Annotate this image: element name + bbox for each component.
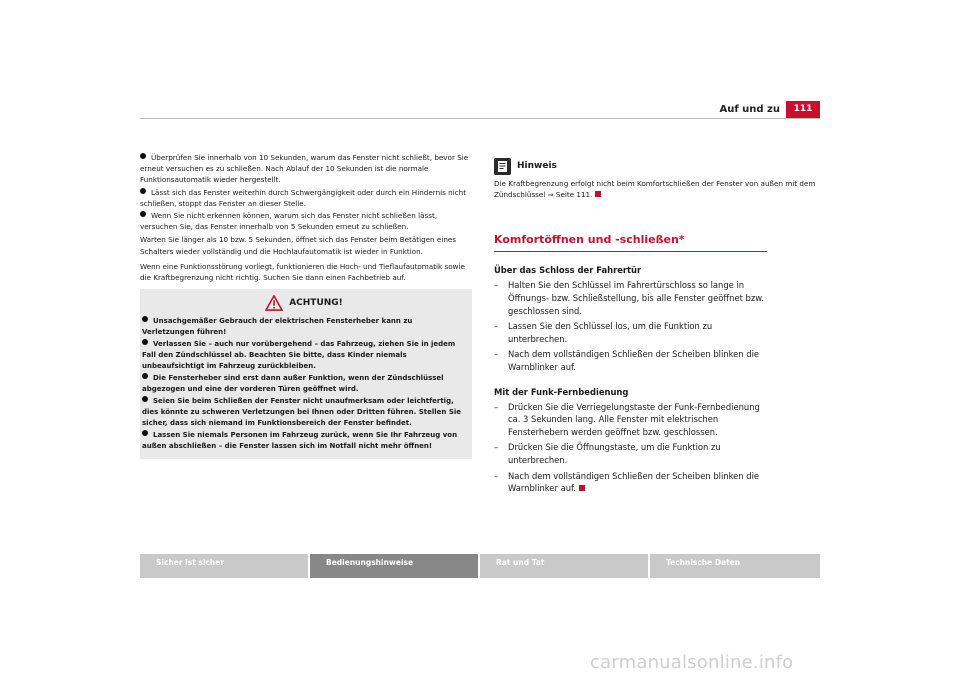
bullet-dot-icon [140,153,146,159]
warning-item: Seien Sie beim Schließen der Fenster nicht unaufmerksam oder leichtfertig, dies könnte zu schweren Verletzungen bei Ihnen oder Dritten führen. Stellen Sie sicher, dass sich niemand im Funktionsbereich der Fenster befindet. [142,397,462,428]
footer-tab-rat-und-tat[interactable]: Rat und Tat [480,554,648,578]
section-title: Komfortöffnen und -schließen* [494,233,767,252]
bullet-dot-icon [142,339,148,345]
bullet-item: Überprüfen Sie innerhalb von 10 Sekunden, warum das Fenster nicht schließt, bevor Sie erneut versuchen es zu schließen. Nach Ablauf der 10 Sekunden ist die normale Funktionsautomatik wieder hergestellt. [140,153,469,185]
right-column [494,156,824,495]
warning-header [142,293,466,313]
warning-item: Verlassen Sie – auch nur vorübergehend – das Fahrzeug, ziehen Sie in jedem Fall den Zündschlüssel ab. Beachten Sie bitte, dass Kinder niemals unbeaufsichtigt im Fahrzeug zurückbleiben. [142,340,456,371]
end-marker-icon [579,485,585,491]
warning-item: Unsachgemäßer Gebrauch der elektrischen Fensterheber kann zu Verletzungen führen! [142,317,413,337]
list-item: – Drücken Sie die Verriegelungstaste der Funk-Fernbedienung ca. 3 Sekunden lang. Alle Fenster mit elektrischen Fensterhebern werden geöffnet bzw. geschlossen. [494,401,760,437]
list-item: – Nach dem vollständigen Schließen der Scheiben blinken die Warnblinker auf. [494,349,760,372]
note-title: Hinweis [517,161,557,171]
warning-title: ACHTUNG! [289,297,343,308]
paragraph: Warten Sie länger als 10 bzw. 5 Sekunden, öffnet sich das Fenster beim Betätigen eines Schalters wieder vollständig und die Hochlaufautomatik ist wieder in Funktion. [140,235,457,256]
list-item: – Halten Sie den Schlüssel im Fahrertürschloss so lange in Öffnungs- bzw. Schließstellung, bis alle Fenster geöffnet bzw. geschlossen sind. [494,280,765,316]
bullet-dot-icon [142,430,148,436]
warning-item: Lassen Sie niemals Personen im Fahrzeug zurück, wenn Sie Ihr Fahrzeug von außen abschließen – die Fenster lassen sich im Notfall nicht mehr öffnen! [142,431,458,451]
bullet-item: Wenn Sie nicht erkennen können, warum sich das Fenster nicht schließen lässt, versuchen Sie, das Fenster innerhalb von 5 Sekunden erneut zu schließen. [140,211,438,232]
watermark: carmanualsonline.info [590,652,794,673]
end-marker-icon [595,191,601,197]
note-info-icon [494,158,511,175]
warning-box [140,289,472,459]
note-text: Die Kraftbegrenzung erfolgt nicht beim Komfortschließen der Fenster von außen mit dem Zündschlüssel ⇒ Seite 111. [494,179,816,200]
footer-tab-technische-daten[interactable]: Technische Daten [650,554,820,578]
left-column [140,152,470,459]
list-item: – Lassen Sie den Schlüssel los, um die Funktion zu unterbrechen. [494,321,713,344]
list-item: – Drücken Sie die Öffnungstaste, um die Funktion zu unterbrechen. [494,442,721,465]
warning-triangle-icon [265,295,283,311]
subsection-title: Mit der Funk-Fernbedienung [494,386,629,397]
list-item: – Nach dem vollständigen Schließen der Scheiben blinken die Warnblinker auf. [494,470,760,494]
bullet-dot-icon [140,188,146,194]
bullet-dot-icon [142,396,148,402]
note-header [494,156,824,176]
subsection-title: Über das Schloss der Fahrertür [494,265,642,276]
footer-tab-bedienungshinweise[interactable]: Bedienungshinweise [310,554,478,578]
bullet-dot-icon [140,211,146,217]
bullet-dot-icon [142,373,148,379]
bullet-dot-icon [142,316,148,322]
warning-item: Die Fensterheber sind erst dann außer Funktion, wenn der Zündschlüssel abgezogen und eine der vorderen Türen geöffnet wird. [142,374,444,394]
footer-tab-sicher[interactable]: Sicher ist sicher [140,554,308,578]
page-header-title: Auf und zu [719,104,780,115]
page-number: 111 [786,101,820,118]
header-divider [140,118,820,119]
bullet-item: Lässt sich das Fenster weiterhin durch Schwergängigkeit oder durch ein Hindernis nicht schließen, stoppt das Fenster an dieser Stelle. [140,187,467,208]
paragraph: Wenn eine Funktionsstörung vorliegt, funktionieren die Hoch- und Tieflaufautomatik sowie die Kraftbegrenzung nicht richtig. Suchen Sie dann einen Fachbetrieb auf. [140,261,465,283]
